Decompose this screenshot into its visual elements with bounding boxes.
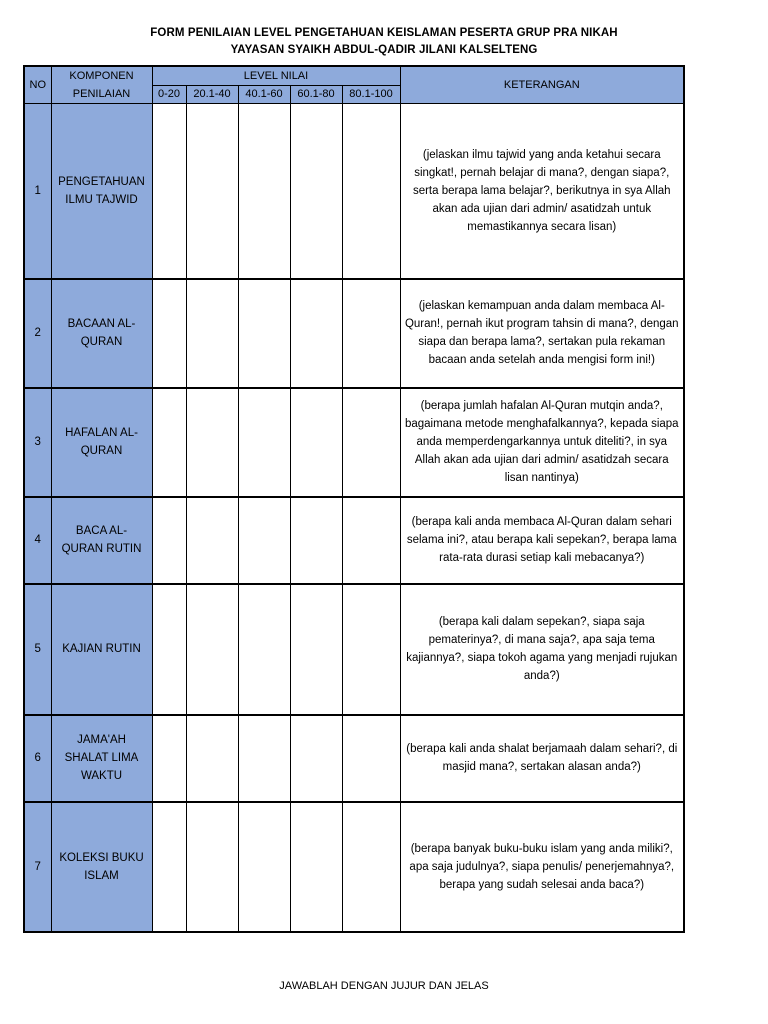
- header-no: NO: [24, 66, 51, 104]
- header-komponen: KOMPONEN PENILAIAN: [51, 66, 152, 104]
- level-cell[interactable]: [186, 104, 238, 279]
- level-cell[interactable]: [186, 715, 238, 802]
- level-cell[interactable]: [290, 584, 342, 715]
- header-level-80-100: 80.1-100: [342, 85, 400, 103]
- row-komponen: PENGETAHUAN ILMU TAJWID: [51, 104, 152, 279]
- row-number: 6: [24, 715, 51, 802]
- row-number: 4: [24, 497, 51, 584]
- level-cell[interactable]: [342, 584, 400, 715]
- table-row: [24, 802, 684, 932]
- level-cell[interactable]: [238, 388, 290, 497]
- row-number: 7: [24, 802, 51, 932]
- header-level-0-20: 0-20: [152, 85, 186, 103]
- level-cell[interactable]: [152, 715, 186, 802]
- table-row: [24, 497, 684, 584]
- row-keterangan: (berapa kali anda membaca Al-Quran dalam sehari selama ini?, atau berapa kali sepekan?, berapa lama rata-rata durasi setiap kali mebacanya?): [400, 497, 684, 584]
- level-cell[interactable]: [186, 388, 238, 497]
- row-komponen: KAJIAN RUTIN: [51, 584, 152, 715]
- row-komponen: BACAAN AL-QURAN: [51, 279, 152, 388]
- header-keterangan: KETERANGAN: [400, 66, 684, 104]
- level-cell[interactable]: [238, 715, 290, 802]
- level-cell[interactable]: [290, 279, 342, 388]
- level-cell[interactable]: [238, 584, 290, 715]
- row-komponen: BACA AL-QURAN RUTIN: [51, 497, 152, 584]
- level-cell[interactable]: [342, 802, 400, 932]
- row-keterangan: (berapa kali dalam sepekan?, siapa saja pematerinya?, di mana saja?, apa saja tema kajiannya?, siapa tokoh agama yang menjadi rujukan anda?): [400, 584, 684, 715]
- row-keterangan: (jelaskan ilmu tajwid yang anda ketahui secara singkat!, pernah belajar di mana?, dengan siapa?, serta berapa lama belajar?, berikutnya in sya Allah akan ada ujian dari admin/ asatidzah untuk memastikannya secara lisan): [400, 104, 684, 279]
- level-cell[interactable]: [290, 715, 342, 802]
- table-row: [24, 388, 684, 497]
- row-number: 2: [24, 279, 51, 388]
- header-level-nilai: LEVEL NILAI: [152, 66, 400, 85]
- level-cell[interactable]: [152, 802, 186, 932]
- level-cell[interactable]: [290, 104, 342, 279]
- header-level-40-60: 40.1-60: [238, 85, 290, 103]
- level-cell[interactable]: [342, 388, 400, 497]
- level-cell[interactable]: [152, 388, 186, 497]
- header-level-20-40: 20.1-40: [186, 85, 238, 103]
- table-row: [24, 104, 684, 279]
- level-cell[interactable]: [342, 715, 400, 802]
- level-cell[interactable]: [342, 104, 400, 279]
- level-cell[interactable]: [186, 802, 238, 932]
- level-cell[interactable]: [290, 388, 342, 497]
- level-cell[interactable]: [186, 584, 238, 715]
- level-cell[interactable]: [290, 802, 342, 932]
- level-cell[interactable]: [152, 279, 186, 388]
- table-row: [24, 715, 684, 802]
- row-number: 5: [24, 584, 51, 715]
- level-cell[interactable]: [290, 497, 342, 584]
- organization-name: YAYASAN SYAIKH ABDUL-QADIR JILANI KALSELTENG: [230, 44, 538, 56]
- row-keterangan: (berapa banyak buku-buku islam yang anda miliki?, apa saja judulnya?, siapa penulis/ penerjemahnya?, berapa yang sudah selesai anda baca?): [400, 802, 684, 932]
- footer-instruction: JAWABLAH DENGAN JUJUR DAN JELAS: [279, 980, 489, 992]
- level-cell[interactable]: [238, 279, 290, 388]
- level-cell[interactable]: [152, 584, 186, 715]
- row-keterangan: (berapa kali anda shalat berjamaah dalam sehari?, di masjid mana?, sertakan alasan anda?): [400, 715, 684, 802]
- level-cell[interactable]: [342, 497, 400, 584]
- row-komponen: JAMA'AH SHALAT LIMA WAKTU: [51, 715, 152, 802]
- row-komponen: HAFALAN AL-QURAN: [51, 388, 152, 497]
- level-cell[interactable]: [238, 802, 290, 932]
- level-cell[interactable]: [238, 497, 290, 584]
- level-cell[interactable]: [152, 497, 186, 584]
- row-number: 3: [24, 388, 51, 497]
- row-keterangan: (jelaskan kemampuan anda dalam membaca Al-Quran!, pernah ikut program tahsin di mana?, dengan siapa dan berapa lama?, sertakan pula rekaman bacaan anda setelah anda mengisi form ini!): [400, 279, 684, 388]
- row-komponen: KOLEKSI BUKU ISLAM: [51, 802, 152, 932]
- row-keterangan: (berapa jumlah hafalan Al-Quran mutqin anda?, bagaimana metode menghafalkannya?, kepada siapa anda memperdengarkannya untuk diteliti?, in sya Allah akan ada ujian dari admin/ asatidzah secara lisan nantinya): [400, 388, 684, 497]
- table-row: [24, 279, 684, 388]
- level-cell[interactable]: [186, 279, 238, 388]
- row-number: 1: [24, 104, 51, 279]
- level-cell[interactable]: [186, 497, 238, 584]
- form-title: FORM PENILAIAN LEVEL PENGETAHUAN KEISLAMAN PESERTA GRUP PRA NIKAH: [150, 27, 618, 39]
- level-cell[interactable]: [342, 279, 400, 388]
- assessment-table: [23, 65, 685, 933]
- level-cell[interactable]: [152, 104, 186, 279]
- level-cell[interactable]: [238, 104, 290, 279]
- table-row: [24, 584, 684, 715]
- header-level-60-80: 60.1-80: [290, 85, 342, 103]
